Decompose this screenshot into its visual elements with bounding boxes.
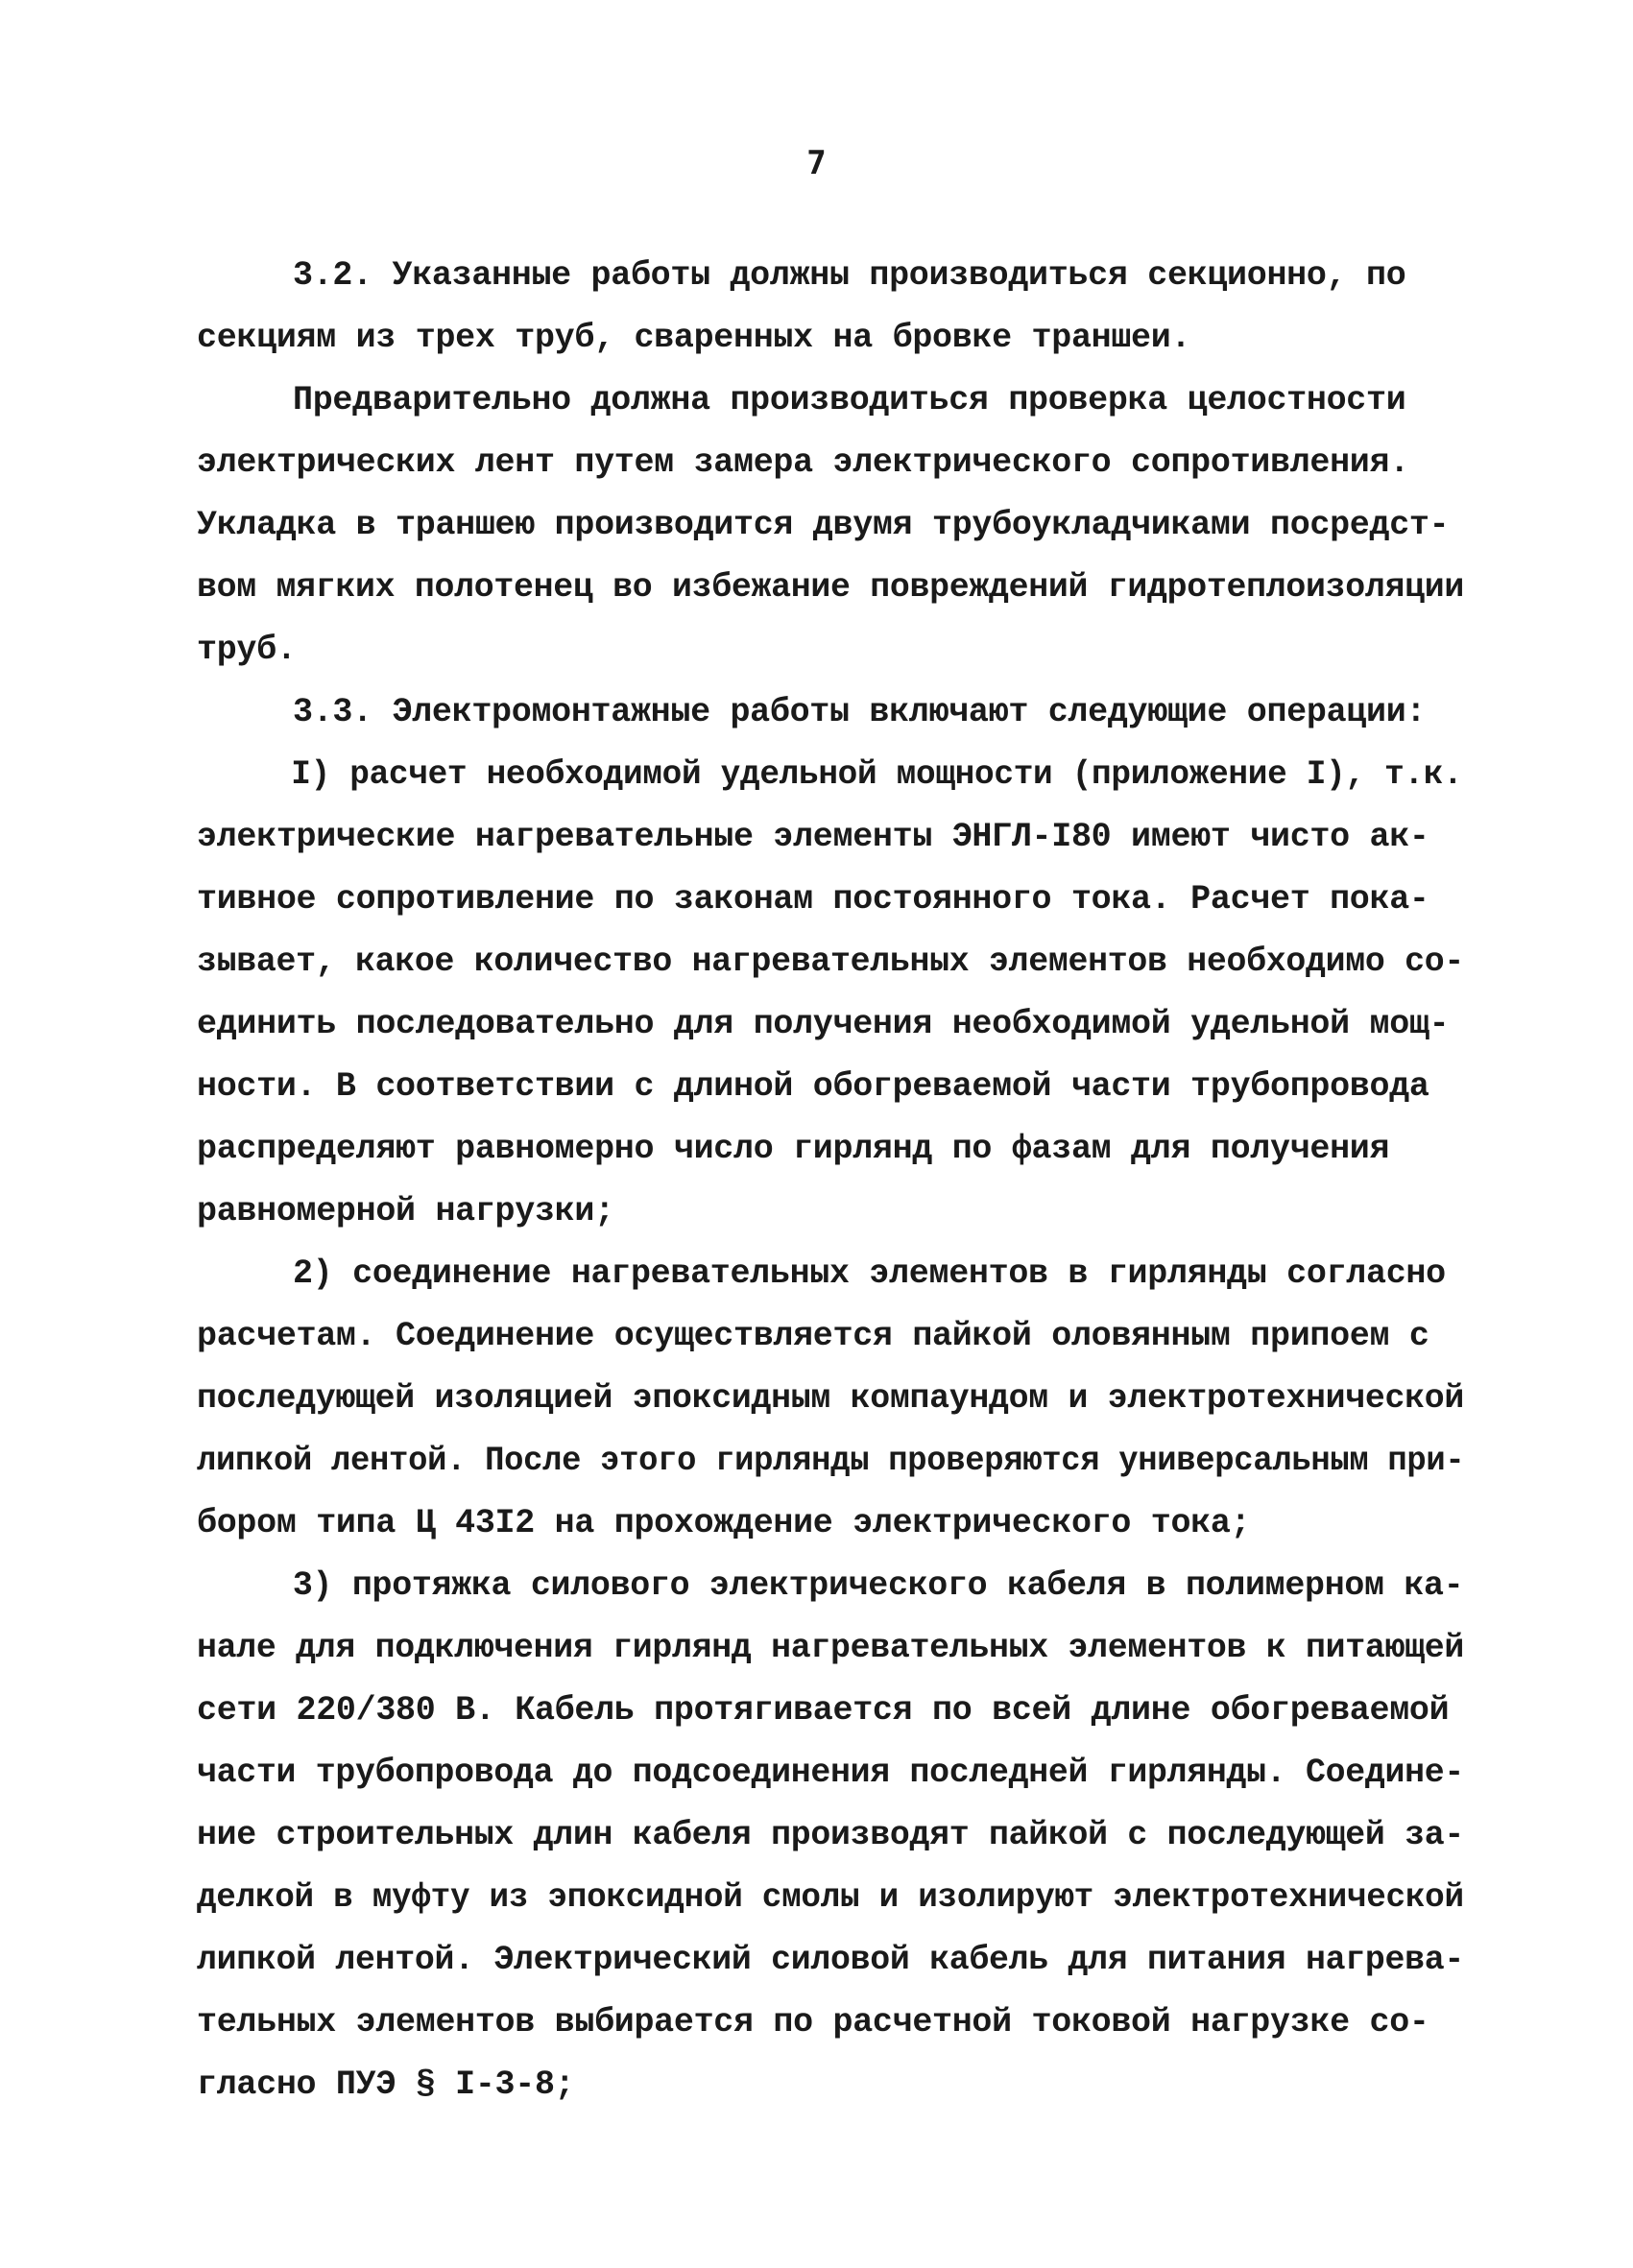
text-line: 3.3. Электромонтажные работы включают следующие операции: (293, 693, 1427, 731)
text-line: труб. (197, 631, 297, 669)
text-line: 2) соединение нагревательных элементов в гирлянды согласно (293, 1254, 1446, 1293)
text-line: распределяют равномерно число гирлянд по фазам для получения (197, 1130, 1390, 1168)
text-line: Предварительно должна производиться проверка целостности (293, 381, 1406, 419)
text-line: электрических лент путем замера электрического сопротивления. (197, 443, 1409, 482)
text-line: бором типа Ц 43I2 на прохождение электрического тока; (197, 1504, 1251, 1542)
text-line: нале для подключения гирлянд нагревательных элементов к питающей (197, 1629, 1464, 1667)
text-line: тивное сопротивление по законам постоянного тока. Расчет пока- (197, 880, 1429, 919)
text-line: ние строительных длин кабеля производят пайкой с последующей за- (197, 1816, 1464, 1854)
text-line: 3.2. Указанные работы должны производиться секционно, по (293, 256, 1406, 295)
text-line: единить последовательно для получения необходимой удельной мощ- (197, 1005, 1450, 1043)
text-line: 3) протяжка силового электрического кабеля в полимерном ка- (292, 1566, 1464, 1605)
body-text (197, 245, 1464, 2116)
text-line: электрические нагревательные элементы ЭНГЛ-I80 имеют чисто ак- (197, 818, 1429, 856)
text-line: Укладка в траншею производится двумя трубоукладчиками посредст- (197, 506, 1450, 544)
text-line: секциям из трех труб, сваренных на бровке траншеи. (197, 319, 1191, 357)
text-line: расчетам. Соединение осуществляется пайкой оловянным припоем с (197, 1317, 1429, 1355)
text-line: I) расчет необходимой удельной мощности (приложение I), т.к. (291, 755, 1463, 794)
text-line: гласно ПУЭ § I-3-8; (197, 2065, 575, 2104)
text-line: вом мягких полотенец во избежание повреждений гидротеплоизоляции (197, 568, 1464, 607)
page-number: 7 (806, 144, 827, 182)
text-line: равномерной нагрузки; (197, 1192, 614, 1230)
text-line: части трубопровода до подсоединения последней гирлянды. Соедине- (197, 1754, 1464, 1792)
text-line: сети 220/380 В. Кабель протягивается по всей длине обогреваемой (197, 1691, 1450, 1730)
text-line: последующей изоляцией эпоксидным компаундом и электротехнической (197, 1379, 1464, 1418)
text-line: ности. В соответствии с длиной обогреваемой части трубопровода (197, 1067, 1429, 1106)
text-line: липкой лентой. Электрический силовой кабель для питания нагрева- (197, 1941, 1464, 1979)
text-line: делкой в муфту из эпоксидной смолы и изолируют электротехнической (197, 1878, 1464, 1917)
text-line: тельных элементов выбирается по расчетной токовой нагрузке со- (197, 2003, 1429, 2041)
text-line: зывает, какое количество нагревательных элементов необходимо со- (197, 943, 1464, 981)
text-line: липкой лентой. После этого гирлянды проверяются универсальным при- (197, 1442, 1465, 1480)
